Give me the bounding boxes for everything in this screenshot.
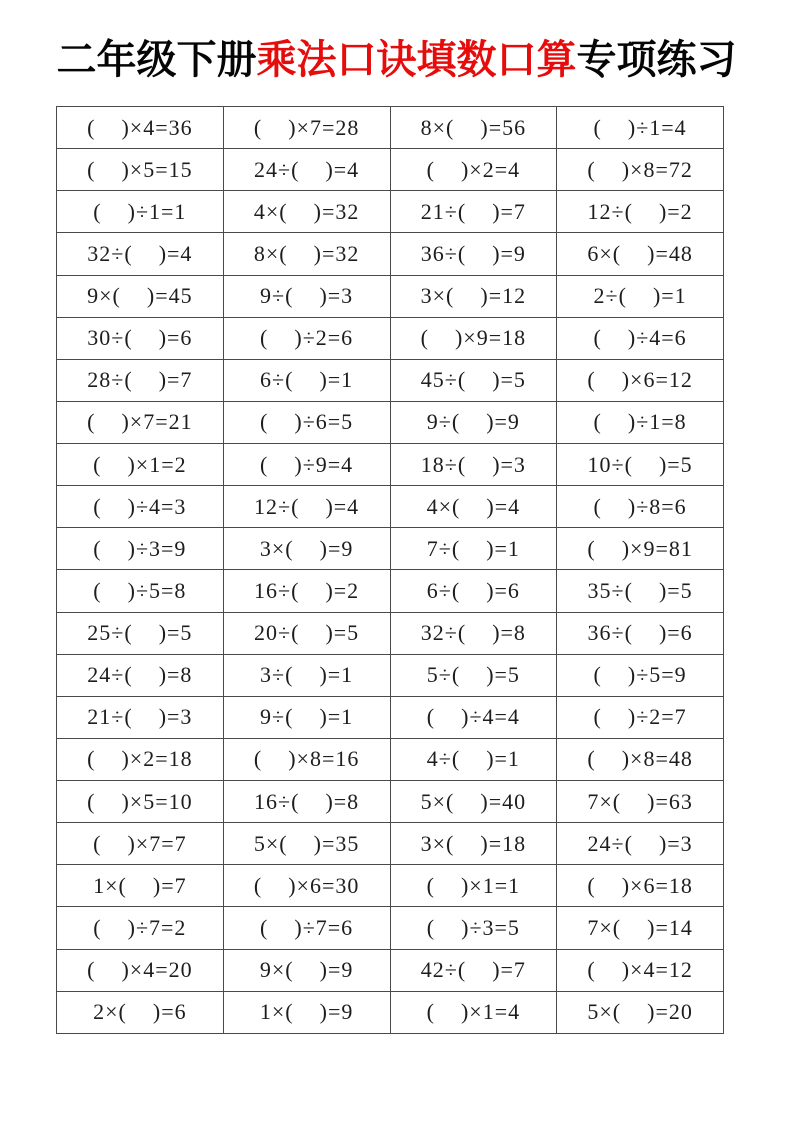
table-row [57, 991, 724, 1033]
problems-table [56, 106, 724, 1034]
grid-cell: 6÷( )=6 [390, 570, 557, 612]
grid-cell: ( )×4=36 [57, 107, 224, 149]
grid-cell: ( )÷2=6 [223, 317, 390, 359]
table-row [57, 528, 724, 570]
table-row [57, 696, 724, 738]
grid-cell: 36÷( )=9 [390, 233, 557, 275]
grid-cell: 28÷( )=7 [57, 359, 224, 401]
grid-cell: ( )×8=72 [557, 149, 724, 191]
grid-cell: 5×( )=35 [223, 823, 390, 865]
table-row [57, 486, 724, 528]
table-row [57, 191, 724, 233]
grid-cell: 18÷( )=3 [390, 444, 557, 486]
grid-cell: 3×( )=12 [390, 275, 557, 317]
title-suffix: 专项练习 [576, 38, 737, 82]
table-row [57, 570, 724, 612]
grid-cell: 32÷( )=8 [390, 612, 557, 654]
grid-cell: 12÷( )=2 [557, 191, 724, 233]
grid-cell: 7×( )=63 [557, 781, 724, 823]
grid-cell: 3÷( )=1 [223, 654, 390, 696]
grid-cell: 24÷( )=3 [557, 823, 724, 865]
grid-cell: ( )÷6=5 [223, 401, 390, 443]
grid-cell: ( )÷3=5 [390, 907, 557, 949]
grid-cell: ( )÷8=6 [557, 486, 724, 528]
grid-cell: ( )÷4=4 [390, 696, 557, 738]
grid-cell: 1×( )=7 [57, 865, 224, 907]
grid-cell: ( )÷5=8 [57, 570, 224, 612]
grid-cell: ( )×7=7 [57, 823, 224, 865]
grid-cell: 35÷( )=5 [557, 570, 724, 612]
grid-cell: 9÷( )=3 [223, 275, 390, 317]
grid-cell: 4×( )=32 [223, 191, 390, 233]
grid-cell: ( )×1=2 [57, 444, 224, 486]
grid-cell: 1×( )=9 [223, 991, 390, 1033]
table-row [57, 738, 724, 780]
grid-cell: ( )×9=18 [390, 317, 557, 359]
grid-cell: 30÷( )=6 [57, 317, 224, 359]
grid-cell: ( )÷7=6 [223, 907, 390, 949]
grid-cell: 24÷( )=8 [57, 654, 224, 696]
grid-cell: 3×( )=9 [223, 528, 390, 570]
grid-cell: ( )×4=12 [557, 949, 724, 991]
grid-cell: ( )×6=30 [223, 865, 390, 907]
grid-cell: ( )×1=4 [390, 991, 557, 1033]
grid-cell: 42÷( )=7 [390, 949, 557, 991]
table-row [57, 907, 724, 949]
table-row [57, 823, 724, 865]
grid-cell: 8×( )=56 [390, 107, 557, 149]
grid-cell: 7×( )=14 [557, 907, 724, 949]
grid-cell: 6÷( )=1 [223, 359, 390, 401]
grid-cell: 24÷( )=4 [223, 149, 390, 191]
table-row [57, 149, 724, 191]
grid-cell: ( )÷2=7 [557, 696, 724, 738]
table-row [57, 359, 724, 401]
grid-cell: 5×( )=20 [557, 991, 724, 1033]
table-row [57, 107, 724, 149]
grid-cell: 21÷( )=7 [390, 191, 557, 233]
grid-cell: ( )×6=18 [557, 865, 724, 907]
grid-cell: 6×( )=48 [557, 233, 724, 275]
title-prefix: 二年级下册 [56, 38, 257, 82]
grid-cell: ( )×1=1 [390, 865, 557, 907]
grid-cell: ( )×6=12 [557, 359, 724, 401]
table-row [57, 865, 724, 907]
table-row [57, 654, 724, 696]
grid-cell: ( )÷4=3 [57, 486, 224, 528]
grid-cell: 2×( )=6 [57, 991, 224, 1033]
grid-cell: 32÷( )=4 [57, 233, 224, 275]
grid-cell: 9×( )=9 [223, 949, 390, 991]
grid-cell: ( )÷1=1 [57, 191, 224, 233]
table-row [57, 949, 724, 991]
grid-cell: 4÷( )=1 [390, 738, 557, 780]
table-row [57, 275, 724, 317]
table-row [57, 401, 724, 443]
grid-cell: 4×( )=4 [390, 486, 557, 528]
grid-cell: 25÷( )=5 [57, 612, 224, 654]
grid-cell: ( )×9=81 [557, 528, 724, 570]
grid-cell: ( )÷1=8 [557, 401, 724, 443]
grid-cell: 8×( )=32 [223, 233, 390, 275]
grid-cell: ( )×2=18 [57, 738, 224, 780]
grid-cell: 16÷( )=8 [223, 781, 390, 823]
page-title [0, 36, 793, 84]
grid-cell: 7÷( )=1 [390, 528, 557, 570]
grid-cell: ( )÷3=9 [57, 528, 224, 570]
table-row [57, 233, 724, 275]
grid-cell: ( )×5=15 [57, 149, 224, 191]
grid-cell: ( )×5=10 [57, 781, 224, 823]
grid-cell: 9÷( )=1 [223, 696, 390, 738]
grid-cell: ( )÷9=4 [223, 444, 390, 486]
grid-cell: 2÷( )=1 [557, 275, 724, 317]
grid-cell: ( )×7=21 [57, 401, 224, 443]
table-row [57, 781, 724, 823]
grid-cell: ( )×2=4 [390, 149, 557, 191]
grid-cell: 12÷( )=4 [223, 486, 390, 528]
grid-cell: ( )÷5=9 [557, 654, 724, 696]
grid-cell: 5÷( )=5 [390, 654, 557, 696]
grid-cell: ( )×4=20 [57, 949, 224, 991]
grid-cell: 9÷( )=9 [390, 401, 557, 443]
grid-cell: 20÷( )=5 [223, 612, 390, 654]
grid-cell: ( )÷1=4 [557, 107, 724, 149]
grid-cell: 36÷( )=6 [557, 612, 724, 654]
grid-cell: 3×( )=18 [390, 823, 557, 865]
grid-cell: ( )÷4=6 [557, 317, 724, 359]
grid-cell: ( )×8=16 [223, 738, 390, 780]
grid-cell: 45÷( )=5 [390, 359, 557, 401]
table-row [57, 612, 724, 654]
grid-cell: 16÷( )=2 [223, 570, 390, 612]
title-highlight: 乘法口诀填数口算 [256, 38, 577, 82]
grid-cell: 10÷( )=5 [557, 444, 724, 486]
grid-cell: ( )÷7=2 [57, 907, 224, 949]
grid-cell: 5×( )=40 [390, 781, 557, 823]
grid-cell: ( )×7=28 [223, 107, 390, 149]
table-row [57, 317, 724, 359]
table-row [57, 444, 724, 486]
grid-cell: 21÷( )=3 [57, 696, 224, 738]
grid-cell: 9×( )=45 [57, 275, 224, 317]
grid-cell: ( )×8=48 [557, 738, 724, 780]
